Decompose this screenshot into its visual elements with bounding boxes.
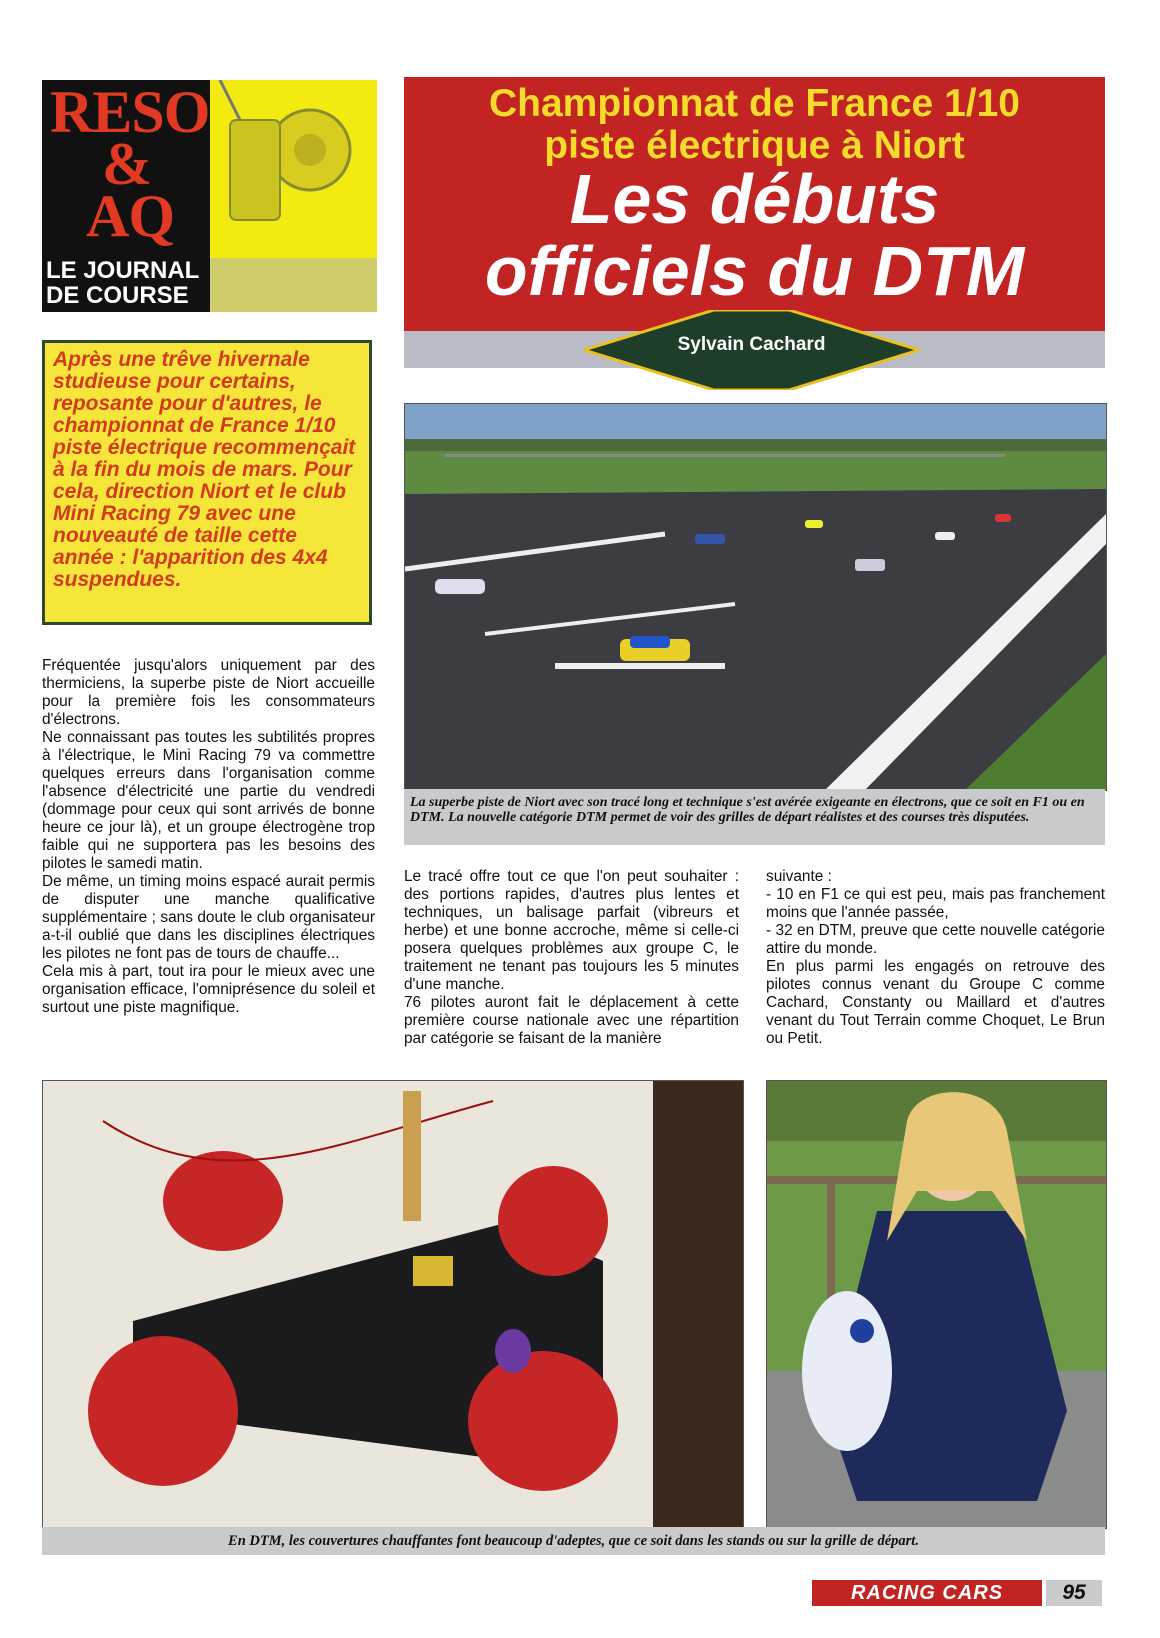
body-column-1 bbox=[42, 657, 375, 1017]
paragraph: 76 pilotes auront fait le déplacement à cette première course nationale avec une répartition par catégorie se faisant de la manière bbox=[404, 994, 739, 1047]
driver-photo-image bbox=[767, 1081, 1106, 1528]
title-kicker-line1: Championnat de France 1/10 bbox=[489, 82, 1020, 125]
paragraph: Ne connaissant pas toutes les subtilités propres à l'électrique, le Mini Racing 79 va commettre quelques erreurs dans l'organisation comme l'absence d'électricité une partie du vendredi (dommage pour ceux qui sont arrivés de bonne heure ce jour là), et un groupe électrogène trop faible qui ne supportera pas les besoins des pilotes le samedi matin. bbox=[42, 729, 375, 872]
masthead-logo-line1: RESO bbox=[50, 79, 210, 145]
masthead-journal-label bbox=[46, 258, 206, 308]
title-block bbox=[404, 77, 1105, 331]
paragraph: Le tracé offre tout ce que l'on peut souhaiter : des portions rapides, d'autres plus lentes et techniques, un balisage parfait (vibreurs et herbe) et une bonne accroche, même si celle-ci posera quelques problèmes aux groupe C, le traitement ne tenant pas toujours les 5 minutes d'une manche. bbox=[404, 868, 739, 993]
body-column-3 bbox=[766, 868, 1105, 1048]
masthead-logo bbox=[50, 79, 210, 249]
paragraph: De même, un timing moins espacé aurait permis de disputer une manche qualificative supplémentaire ; sans doute le club organisateur a-t-il oublié que dans les disciplines électriques les pilotes ne font pas de tours de chauffe... bbox=[42, 873, 375, 962]
track-photo-caption-bar bbox=[404, 789, 1105, 845]
title-kicker bbox=[404, 83, 1105, 167]
chassis-photo bbox=[42, 1080, 744, 1529]
page-footer bbox=[812, 1580, 1102, 1606]
paragraph: Cela mis à part, tout ira pour le mieux avec une organisation efficace, l'omniprésence du soleil et surtout une piste magnifique. bbox=[42, 963, 375, 1016]
intro-box bbox=[42, 340, 372, 625]
masthead-gray-band bbox=[210, 258, 377, 312]
track-photo-caption: La superbe piste de Niort avec son tracé long et technique s'est avérée exigeante en électrons, que ce soit en F1 ou en DTM. La nouvelle catégorie DTM permet de voir des grilles de départ réalistes et des courses très disputées. bbox=[410, 795, 1085, 825]
page-number: 95 bbox=[1062, 1581, 1086, 1604]
paragraph: - 32 en DTM, preuve que cette nouvelle catégorie attire du monde. bbox=[766, 922, 1105, 957]
title-kicker-line2: piste électrique à Niort bbox=[544, 124, 965, 167]
headline-line2: officiels du DTM bbox=[484, 232, 1025, 310]
masthead-logo-line3: AQ bbox=[86, 183, 174, 249]
masthead bbox=[42, 80, 377, 312]
paragraph: En plus parmi les engagés on retrouve des pilotes connus venant du Groupe C comme Cachard, Constanty ou Maillard et d'autres venant du Tout Terrain comme Choquet, Le Brun ou Petit. bbox=[766, 958, 1105, 1047]
body-column-2 bbox=[404, 868, 739, 1048]
headline-line1: Les débuts bbox=[569, 160, 940, 238]
footer-page-box bbox=[1046, 1580, 1102, 1606]
masthead-journal-line1: LE JOURNAL bbox=[46, 257, 200, 284]
paragraph: - 10 en F1 ce qui est peu, mais pas franchement moins que l'année passée, bbox=[766, 886, 1105, 921]
headline bbox=[404, 160, 1105, 310]
footer-brand-bar bbox=[812, 1580, 1042, 1606]
track-photo-image bbox=[405, 404, 1106, 790]
masthead-logo-line2: & bbox=[102, 131, 151, 197]
intro-text: Après une trêve hivernale studieuse pour certains, reposante pour d'autres, le championnat de France 1/10 piste électrique recommençait à la fin du mois de mars. Pour cela, direction Niort et le club Mini Racing 79 avec une nouveauté de taille cette année : l'apparition des 4x4 suspendues. bbox=[53, 348, 356, 591]
paragraph: Fréquentée jusqu'alors uniquement par des thermiciens, la superbe piste de Niort accueille pour la première fois les consommateurs d'électrons. bbox=[42, 657, 375, 728]
bottom-caption-bar bbox=[42, 1527, 1105, 1555]
driver-photo bbox=[766, 1080, 1107, 1529]
paragraph: suivante : bbox=[766, 868, 832, 885]
radio-transmitter-icon bbox=[210, 80, 377, 258]
masthead-journal-line2: DE COURSE bbox=[46, 282, 189, 309]
bottom-caption: En DTM, les couvertures chauffantes font beaucoup d'adeptes, que ce soit dans les stands ou sur la grille de départ. bbox=[228, 1533, 919, 1549]
author-name: Sylvain Cachard bbox=[677, 334, 826, 355]
chassis-photo-image bbox=[43, 1081, 743, 1528]
footer-brand: RACING CARS bbox=[850, 1582, 1004, 1604]
track-photo bbox=[404, 403, 1107, 791]
